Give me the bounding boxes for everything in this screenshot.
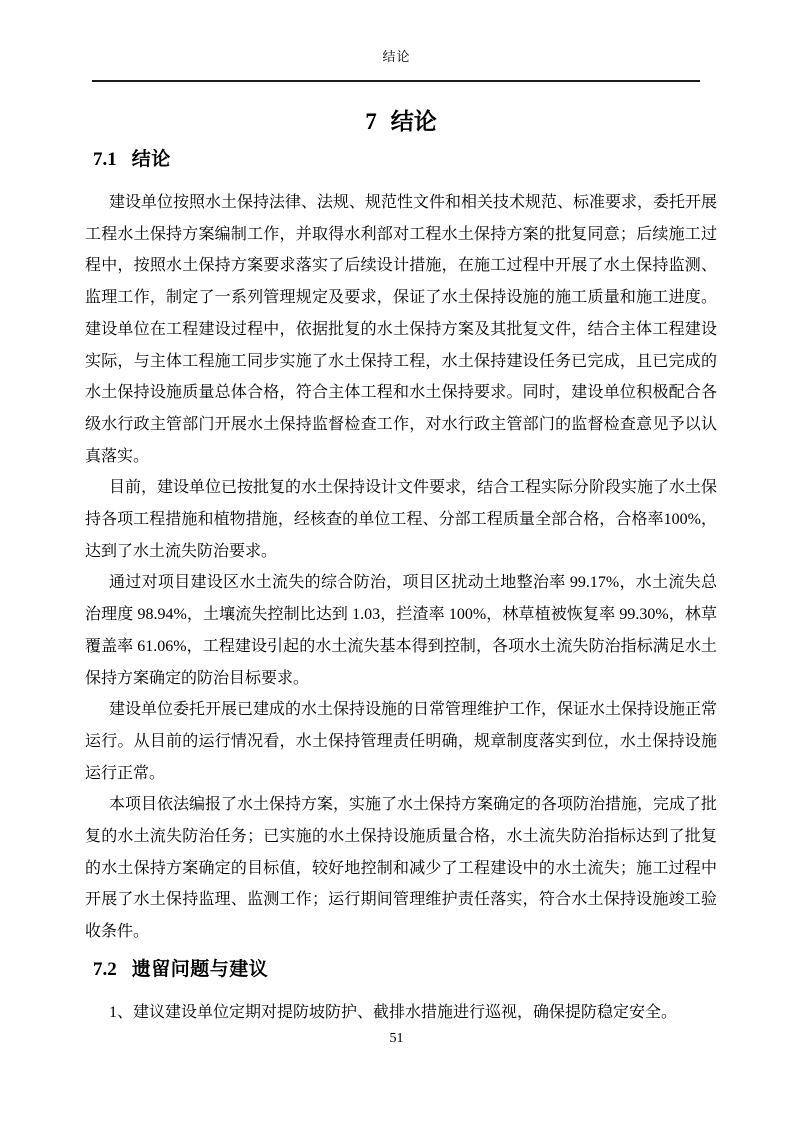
chapter-title-text: 结论: [390, 108, 437, 134]
section-heading-text: 遗留问题与建议: [131, 958, 269, 980]
header-rule: [92, 80, 700, 82]
paragraph: 目前，建设单位已按批复的水土保持设计文件要求，结合工程实际分阶段实施了水土保持各项工程措施和植物措施，经核查的单位工程、分部工程质量全部合格，合格率100%，达到了水土流失防治要求。: [85, 479, 718, 560]
section-heading-text: 结论: [131, 149, 171, 170]
chapter-title: [85, 106, 717, 137]
paragraph: 建设单位按照水土保持法律、法规、规范性文件和相关技术规范、标准要求，委托开展工程水土保持方案编制工作，并取得水利部对工程水土保持方案的批复同意；后续施工过程中，按照水土保持方案要求落实了后续设计措施，在施工过程中开展了水土保持监测、监理工作，制定了一系列管理规定及要求，保证了水土保持设施的施工质量和施工进度。建设单位在工程建设过程中，依据批复的水土保持方案及其批复文件，结合主体工程建设实际，与主体工程施工同步实施了水土保持工程，水土保持建设任务已完成，且已完成的水土保持设施质量总体合格，符合主体工程和水土保持要求。同时，建设单位积极配合各级水行政主管部门开展水土保持监督检查工作，对水行政主管部门的监督检查意见予以认真落实。: [85, 194, 718, 465]
chapter-number: 7: [365, 109, 377, 134]
paragraph: 建设单位委托开展已建成的水土保持设施的日常管理维护工作，保证水土保持设施正常运行。从目前的运行情况看，水土保持管理责任明确，规章制度落实到位，水土保持设施运行正常。: [85, 701, 718, 782]
document-content: [85, 92, 717, 1029]
section-heading-7-1: [85, 147, 717, 173]
section-heading-7-2: [85, 957, 717, 983]
section-number: 7.1: [93, 149, 117, 170]
section-number: 7.2: [93, 958, 117, 980]
page-header-text: 结论: [382, 49, 411, 64]
paragraph: 本项目依法编报了水土保持方案，实施了水土保持方案确定的各项防治措施，完成了批复的水土流失防治任务；已实施的水土保持设施质量合格，水土流失防治指标达到了批复的水土保持方案确定的目标值，较好地控制和减少了工程建设中的水土流失；施工过程中开展了水土保持监理、监测工作；运行期间管理维护责任落实，符合水土保持设施竣工验收条件。: [85, 796, 718, 941]
paragraph: 1、建议建设单位定期对提防坡防护、截排水措施进行巡视，确保提防稳定安全。: [109, 1003, 678, 1021]
page-number: 51: [389, 1031, 404, 1046]
paragraph: 通过对项目建设区水土流失的综合防治，项目区扰动土地整治率 99.17%，水土流失总治理度 98.94%，土壤流失控制比达到 1.03，拦渣率 100%，林草植被恢复率 99.30%，林草覆盖率 61.06%，工程建设引起的水土流失基本得到控制，各项水土流失防治指标满足水土保持方案确定的防治目标要求。: [85, 574, 717, 687]
